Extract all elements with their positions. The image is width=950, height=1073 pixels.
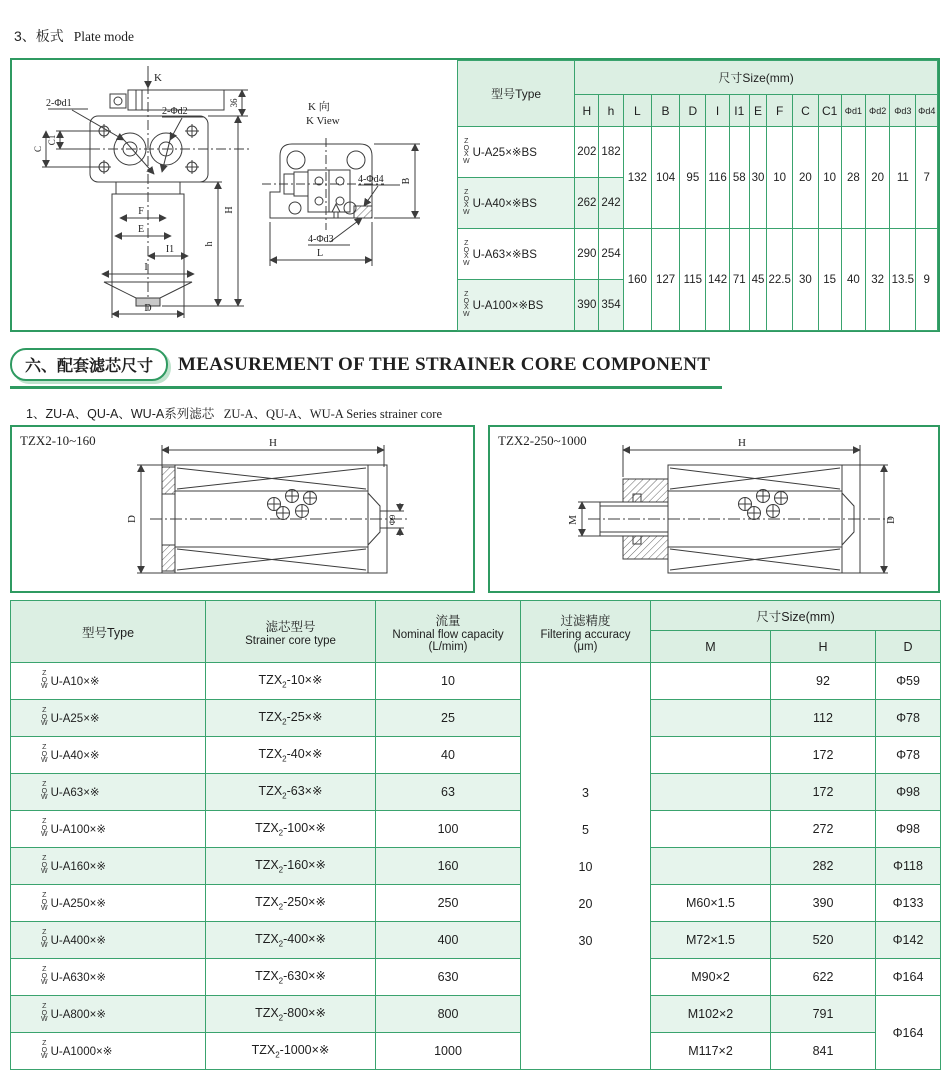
value-cell: 390 xyxy=(575,280,599,331)
dim-header: Φd4 xyxy=(916,95,938,127)
table-row xyxy=(11,996,941,1033)
core-type-cell: $TZX_2-25\times※$ xyxy=(206,700,376,737)
dim-header: D xyxy=(680,95,706,127)
dim-label-b: B xyxy=(401,177,412,185)
value-cell: 290 xyxy=(575,229,599,280)
kview-title-en: K View xyxy=(306,115,340,127)
m-cell xyxy=(651,663,771,700)
d-cell: Φ164 xyxy=(876,959,941,996)
col-header-core: 滤芯型号 Strainer core type xyxy=(206,601,376,663)
shared-value-cell: 115 xyxy=(680,229,706,331)
flow-cell: 25 xyxy=(376,700,521,737)
value-cell: 262 xyxy=(575,178,599,229)
type-cell: Z Q W U-A100×※ xyxy=(11,811,206,848)
section6-heading xyxy=(10,348,722,389)
type-cell: Z Q W U-A1000×※ xyxy=(11,1033,206,1070)
type-cell: Z Q W U-A40×※ xyxy=(11,737,206,774)
value-cell: 254 xyxy=(599,229,623,280)
h-cell: 520 xyxy=(771,922,876,959)
h-cell: 172 xyxy=(771,737,876,774)
m-cell: M102×2 xyxy=(651,996,771,1033)
h-cell: 282 xyxy=(771,848,876,885)
dim-header: I xyxy=(706,95,729,127)
shared-value-cell: 11 xyxy=(890,127,916,229)
table-row xyxy=(458,229,938,280)
plate-mode-panel xyxy=(10,58,940,332)
type-cell: Z Q W U-A630×※ xyxy=(11,959,206,996)
table-row xyxy=(11,1033,941,1070)
shared-value-cell: 45 xyxy=(749,229,766,331)
dim-header: Φd2 xyxy=(866,95,890,127)
core-type-cell: $TZX_2-100\times※$ xyxy=(206,811,376,848)
dim-label-H: H xyxy=(224,206,235,214)
core-table xyxy=(10,600,941,1070)
core-type-cell: $TZX_2-1000\times※$ xyxy=(206,1033,376,1070)
shared-value-cell: 30 xyxy=(793,229,818,331)
dim-label-h: H xyxy=(738,437,746,449)
h-cell: 272 xyxy=(771,811,876,848)
plate-dimension-table xyxy=(457,60,938,331)
table-row xyxy=(458,127,938,178)
shared-value-cell: 10 xyxy=(818,127,841,229)
h-cell: 390 xyxy=(771,885,876,922)
h-cell: 841 xyxy=(771,1033,876,1070)
shared-value-cell: 20 xyxy=(866,127,890,229)
core-drawings xyxy=(10,425,940,593)
plate-drawing-area xyxy=(12,60,457,330)
shared-value-cell: 58 xyxy=(729,127,749,229)
dim-label-i1: I1 xyxy=(165,244,175,255)
kview-title-zh: K 向 xyxy=(308,101,330,113)
series-prefix-stack: Z Q X W xyxy=(463,291,470,318)
dim-header: H xyxy=(575,95,599,127)
series-prefix-stack: Z Q X W xyxy=(463,189,470,216)
flow-cell: 100 xyxy=(376,811,521,848)
table-row xyxy=(11,774,941,811)
dim-label-l: L xyxy=(316,248,324,259)
series-prefix-stack: Z Q W xyxy=(41,1003,48,1024)
core-small-title: TZX2-10~160 xyxy=(20,433,96,448)
plate-front-and-kview-drawing xyxy=(12,60,457,330)
dim-header: I1 xyxy=(729,95,749,127)
dim-header: Φd3 xyxy=(890,95,916,127)
m-cell: M72×1.5 xyxy=(651,922,771,959)
core-small-drawing xyxy=(12,427,473,586)
dim-label-c1: C1 xyxy=(47,134,57,146)
series-prefix-stack: Z Q W xyxy=(41,707,48,728)
col-header-accuracy: 过滤精度 Filtering accuracy (μm) xyxy=(521,601,651,663)
dim-header: E xyxy=(749,95,766,127)
series-prefix-stack: Z Q X W xyxy=(463,138,470,165)
flow-cell: 63 xyxy=(376,774,521,811)
m-cell xyxy=(651,737,771,774)
series-prefix-stack: Z Q W xyxy=(41,781,48,802)
dim-label-d: D xyxy=(126,515,138,523)
d-cell: Φ78 xyxy=(876,737,941,774)
shared-value-cell: 71 xyxy=(729,229,749,331)
value-cell: 202 xyxy=(575,127,599,178)
series-prefix-stack: Z Q W xyxy=(41,929,48,950)
flow-cell: 160 xyxy=(376,848,521,885)
core-type-cell: $TZX_2-630\times※$ xyxy=(206,959,376,996)
core-type-cell: $TZX_2-400\times※$ xyxy=(206,922,376,959)
type-cell: Z Q X W U-A63×※BS xyxy=(458,229,575,280)
dim-label-i: I xyxy=(144,262,148,273)
d-cell: Φ118 xyxy=(876,848,941,885)
d-cell: Φ59 xyxy=(876,663,941,700)
flow-cell: 1000 xyxy=(376,1033,521,1070)
series-prefix-stack: Z Q W xyxy=(41,818,48,839)
core-large-drawing xyxy=(490,427,938,586)
core-type-cell: $TZX_2-10\times※$ xyxy=(206,663,376,700)
type-cell: Z Q X W U-A25×※BS xyxy=(458,127,575,178)
shared-value-cell: 13.5 xyxy=(890,229,916,331)
m-cell: M90×2 xyxy=(651,959,771,996)
shared-value-cell: 15 xyxy=(818,229,841,331)
value-cell: 182 xyxy=(599,127,623,178)
series-prefix-stack: Z Q W xyxy=(41,744,48,765)
flow-cell: 400 xyxy=(376,922,521,959)
dim-label-c: C xyxy=(33,145,43,153)
flow-cell: 800 xyxy=(376,996,521,1033)
m-cell xyxy=(651,811,771,848)
section6-pill: 六、配套滤芯尺寸 xyxy=(10,348,168,381)
m-cell xyxy=(651,774,771,811)
table-row xyxy=(11,737,941,774)
shared-value-cell: 104 xyxy=(651,127,679,229)
core-type-cell: $TZX_2-63\times※$ xyxy=(206,774,376,811)
dim-header: Φd1 xyxy=(841,95,865,127)
dim-label-h: H xyxy=(269,437,277,449)
shared-value-cell: 20 xyxy=(793,127,818,229)
h-cell: 112 xyxy=(771,700,876,737)
dim-label-d: D xyxy=(885,516,897,524)
series-prefix-stack: Z Q W xyxy=(41,1040,48,1061)
section3-heading xyxy=(14,26,134,46)
table-row xyxy=(11,700,941,737)
shared-value-cell: 9 xyxy=(916,229,938,331)
m-cell xyxy=(651,700,771,737)
series-prefix-stack: Z Q W xyxy=(41,670,48,691)
shared-value-cell: 22.5 xyxy=(767,229,793,331)
d-cell: Φ142 xyxy=(876,922,941,959)
dim-header: C1 xyxy=(818,95,841,127)
shared-value-cell: 95 xyxy=(680,127,706,229)
d-cell: Φ78 xyxy=(876,700,941,737)
flow-cell: 630 xyxy=(376,959,521,996)
shared-value-cell: 40 xyxy=(841,229,865,331)
dim-label-phi9: Φ9 xyxy=(387,514,397,526)
shared-value-cell: 30 xyxy=(749,127,766,229)
breather-holes xyxy=(739,490,788,520)
type-cell: Z Q W U-A250×※ xyxy=(11,885,206,922)
col-header-m: M xyxy=(651,631,771,663)
shared-value-cell: 160 xyxy=(623,229,651,331)
dim-label-d2: 2-Φd2 xyxy=(162,106,188,117)
value-cell: 242 xyxy=(599,178,623,229)
type-cell: Z Q W U-A160×※ xyxy=(11,848,206,885)
shared-value-cell: 127 xyxy=(651,229,679,331)
col-header-size: 尺寸Size(mm) xyxy=(651,601,941,631)
core-type-cell: $TZX_2-800\times※$ xyxy=(206,996,376,1033)
table-row xyxy=(11,959,941,996)
dim-header: F xyxy=(767,95,793,127)
core-type-cell: $TZX_2-250\times※$ xyxy=(206,885,376,922)
dim-header: h xyxy=(599,95,623,127)
shared-value-cell: 28 xyxy=(841,127,865,229)
m-cell: M117×2 xyxy=(651,1033,771,1070)
dim-label-d3: 4-Φd3 xyxy=(308,234,334,245)
type-cell: Z Q X W U-A40×※BS xyxy=(458,178,575,229)
series-prefix-stack: Z Q W xyxy=(41,855,48,876)
dim-label-d1: 2-Φd1 xyxy=(46,98,72,109)
core-large-title: TZX2-250~1000 xyxy=(498,433,587,448)
table-row xyxy=(11,663,941,700)
type-cell: Z Q W U-A25×※ xyxy=(11,700,206,737)
core-type-cell: $TZX_2-160\times※$ xyxy=(206,848,376,885)
value-cell: 354 xyxy=(599,280,623,331)
type-cell: Z Q W U-A400×※ xyxy=(11,922,206,959)
dim-header: L xyxy=(623,95,651,127)
core-small-box xyxy=(10,425,475,593)
flow-cell: 250 xyxy=(376,885,521,922)
series-subtitle-zh: 1、ZU-A、QU-A、WU-A系列滤芯 xyxy=(26,407,215,421)
type-cell: Z Q W U-A10×※ xyxy=(11,663,206,700)
m-cell: M60×1.5 xyxy=(651,885,771,922)
table-row xyxy=(11,885,941,922)
table-row xyxy=(11,848,941,885)
dim-label-36: 36 xyxy=(229,98,239,108)
dim-label-f: F xyxy=(138,206,144,217)
h-cell: 172 xyxy=(771,774,876,811)
series-prefix-stack: Z Q X W xyxy=(463,240,470,267)
shared-value-cell: 7 xyxy=(916,127,938,229)
section6-title-en: MEASUREMENT OF THE STRAINER CORE COMPONENT xyxy=(178,353,711,375)
flow-cell: 10 xyxy=(376,663,521,700)
breather-holes xyxy=(268,490,317,520)
d-cell: Φ98 xyxy=(876,811,941,848)
shared-value-cell: 132 xyxy=(623,127,651,229)
flow-cell: 40 xyxy=(376,737,521,774)
accuracy-cell: 3 5 10 20 30 xyxy=(521,663,651,1070)
type-cell: Z Q X W U-A100×※BS xyxy=(458,280,575,331)
dim-label-e: E xyxy=(137,224,145,235)
h-cell: 92 xyxy=(771,663,876,700)
section3-title-zh: 3、板式 xyxy=(14,28,64,44)
d-cell-merged: Φ164 xyxy=(876,996,941,1070)
shared-value-cell: 116 xyxy=(706,127,729,229)
h-cell: 791 xyxy=(771,996,876,1033)
shared-value-cell: 10 xyxy=(767,127,793,229)
table-row xyxy=(11,922,941,959)
col-header-type: 型号Type xyxy=(11,601,206,663)
col-header-d: D xyxy=(876,631,941,663)
series-subtitle-en: ZU-A、QU-A、WU-A Series strainer core xyxy=(223,407,443,421)
shared-value-cell: 32 xyxy=(866,229,890,331)
type-cell: Z Q W U-A800×※ xyxy=(11,996,206,1033)
series-subtitle xyxy=(26,404,442,422)
table-row xyxy=(11,811,941,848)
shared-value-cell: 142 xyxy=(706,229,729,331)
dim-label-m: M xyxy=(567,515,579,525)
dim-header: B xyxy=(651,95,679,127)
section3-title-en: Plate mode xyxy=(73,29,135,44)
d-cell: Φ133 xyxy=(876,885,941,922)
dim-label-d: D xyxy=(144,303,152,314)
h-cell: 622 xyxy=(771,959,876,996)
d-cell: Φ98 xyxy=(876,774,941,811)
type-cell: Z Q W U-A63×※ xyxy=(11,774,206,811)
series-prefix-stack: Z Q W xyxy=(41,966,48,987)
core-large-box xyxy=(488,425,940,593)
m-cell xyxy=(651,848,771,885)
series-prefix-stack: Z Q W xyxy=(41,892,48,913)
dim-label-k: K xyxy=(154,72,162,84)
col-header-h: H xyxy=(771,631,876,663)
col-header-size: 尺寸Size(mm) xyxy=(575,61,938,95)
dim-header: C xyxy=(793,95,818,127)
col-header-type: 型号Type xyxy=(458,61,575,127)
dim-label-h: h xyxy=(204,241,215,247)
core-type-cell: $TZX_2-40\times※$ xyxy=(206,737,376,774)
dim-label-d4: 4-Φd4 xyxy=(358,174,384,185)
col-header-flow: 流量 Nominal flow capacity (L/mim) xyxy=(376,601,521,663)
